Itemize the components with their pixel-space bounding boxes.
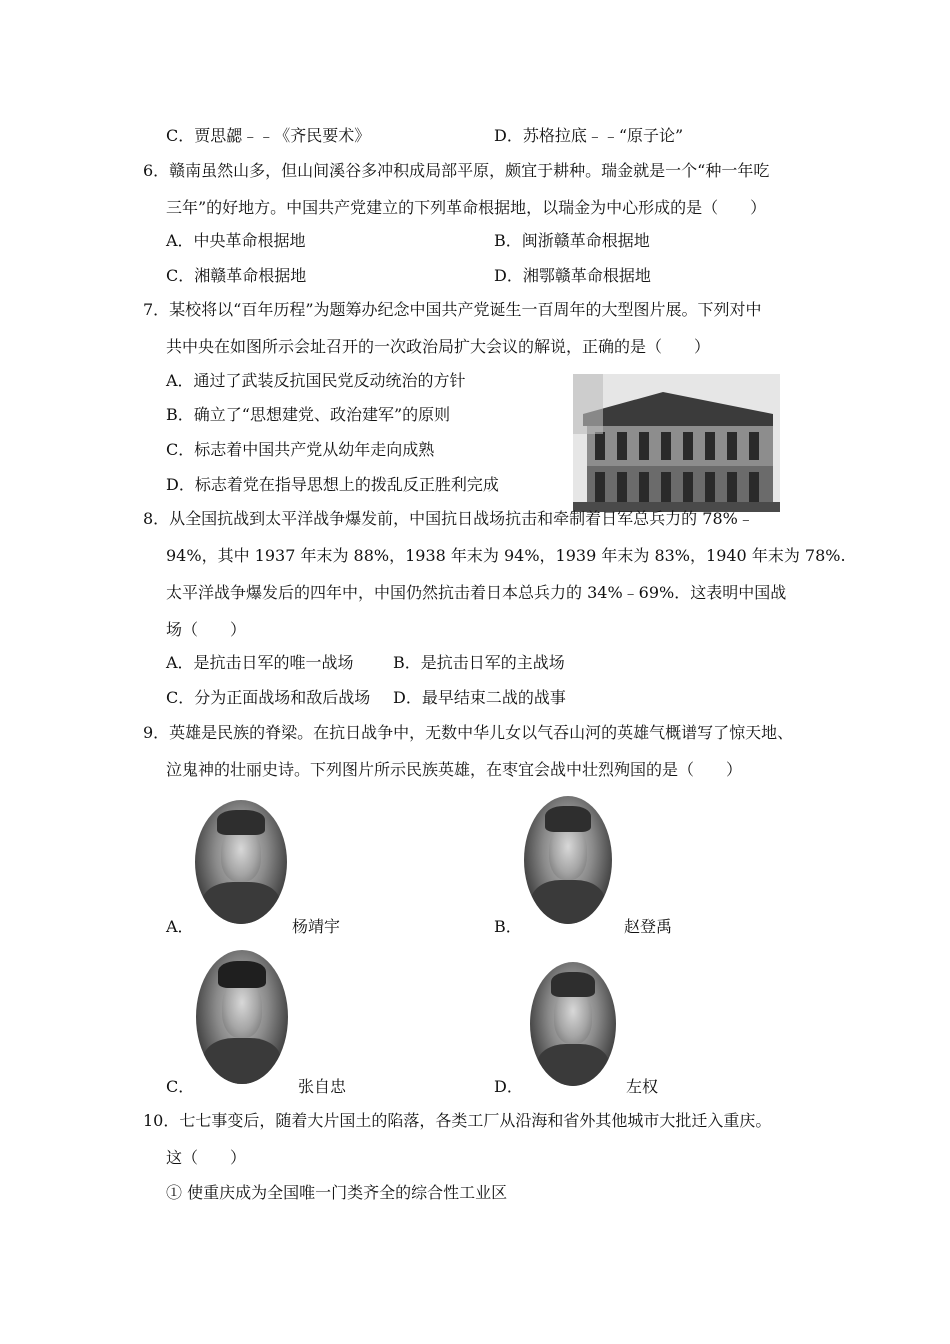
q6-stem-line2: 三年”的好地方。中国共产党建立的下列革命根据地，以瑞金为中心形成的是（ ） <box>166 198 767 217</box>
q8-option-d: D．最早结束二战的战事 <box>393 688 566 707</box>
q10-stem-line2: 这（ ） <box>166 1148 247 1167</box>
q5-option-d: D．苏格拉底﹣﹣“原子论” <box>494 126 684 145</box>
q9-name-a: 杨靖宇 <box>292 917 341 936</box>
q9-name-c: 张自忠 <box>298 1077 347 1096</box>
q6-option-c: C．湘赣革命根据地 <box>166 266 307 285</box>
building-illustration <box>573 374 780 512</box>
q9-stem-line1: 9．英雄是民族的脊梁。在抗日战争中，无数中华儿女以气吞山河的英雄气概谱写了惊天地、 <box>143 723 794 742</box>
q6-stem-line1: 6．赣南虽然山多，但山间溪谷多冲积成局部平原，颇宜于耕种。瑞金就是一个“种一年吃 <box>143 161 770 180</box>
q8-stem-line3: 太平洋战争爆发后的四年中，中国仍然抗击着日本总兵力的 34%﹣69%．这表明中国战 <box>166 583 787 602</box>
q8-option-a: A．是抗击日军的唯一战场 <box>166 653 354 672</box>
q7-option-b: B．确立了“思想建党、政治建军”的原则 <box>166 405 451 424</box>
q6-option-a: A．中央革命根据地 <box>166 231 306 250</box>
portrait-zhang-zizhong <box>196 950 288 1084</box>
meeting-site-photo <box>573 374 780 512</box>
q9-stem-line2: 泣鬼神的壮丽史诗。下列图片所示民族英雄，在枣宜会战中壮烈殉国的是（ ） <box>166 760 743 779</box>
q8-stem-line4: 场（ ） <box>166 620 247 639</box>
q9-option-c: C． <box>166 1077 195 1096</box>
q8-stem-line1: 8．从全国抗战到太平洋战争爆发前，中国抗日战场抗击和牵制着日军总兵力的 78%﹣ <box>143 509 754 528</box>
q6-option-b: B．闽浙赣革命根据地 <box>494 231 650 250</box>
q6-option-d: D．湘鄂赣革命根据地 <box>494 266 651 285</box>
q7-stem-line2: 共中央在如图所示会址召开的一次政治局扩大会议的解说，正确的是（ ） <box>166 337 711 356</box>
q10-stem-line1: 10．七七事变后，随着大片国土的陷落，各类工厂从沿海和省外其他城市大批迁入重庆。 <box>143 1111 772 1130</box>
q9-option-b: B． <box>494 917 522 936</box>
q8-option-c: C．分为正面战场和敌后战场 <box>166 688 371 707</box>
q10-item-1: ① 使重庆成为全国唯一门类齐全的综合性工业区 <box>166 1183 508 1202</box>
q9-option-a: A． <box>166 917 194 936</box>
q5-option-c: C．贾思勰﹣﹣《齐民要术》 <box>166 126 371 145</box>
portrait-zhao-dengyu <box>524 796 612 924</box>
q7-option-d: D．标志着党在指导思想上的拨乱反正胜利完成 <box>166 475 499 494</box>
q7-option-c: C．标志着中国共产党从幼年走向成熟 <box>166 440 435 459</box>
q7-stem-line1: 7．某校将以“百年历程”为题筹办纪念中国共产党诞生一百周年的大型图片展。下列对中 <box>143 300 762 319</box>
portrait-yang-jingyu <box>195 800 287 924</box>
q8-stem-line2: 94%，其中 1937 年末为 88%，1938 年末为 94%，1939 年末为 83%，1940 年末为 78%. <box>166 546 846 565</box>
q9-name-d: 左权 <box>626 1077 659 1096</box>
portrait-zuo-quan <box>530 962 616 1086</box>
q9-name-b: 赵登禹 <box>624 917 673 936</box>
q7-option-a: A．通过了武装反抗国民党反动统治的方针 <box>166 371 466 390</box>
q9-option-d: D． <box>494 1077 523 1096</box>
q8-option-b: B．是抗击日军的主战场 <box>393 653 565 672</box>
